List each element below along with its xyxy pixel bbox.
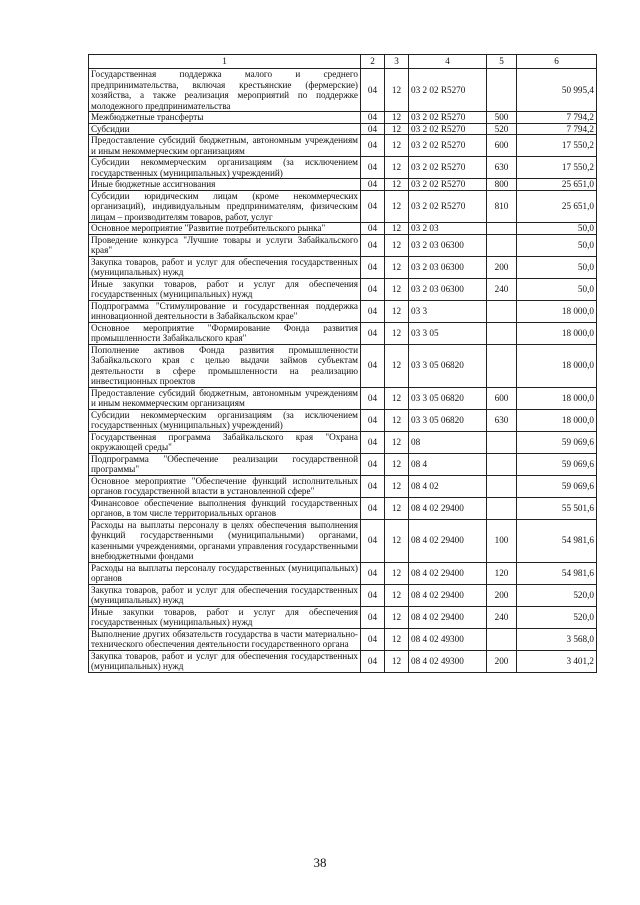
table-row — [89, 562, 597, 584]
row-expense-type-cell: 200 — [487, 256, 517, 278]
row-amount-cell: 50 995,4 — [517, 69, 597, 112]
row-subsection-cell: 12 — [385, 123, 409, 135]
row-name-cell: Предоставление субсидий бюджетным, автономным учреждениям и иным некоммерческим организациям — [89, 135, 361, 157]
row-section-cell: 04 — [361, 179, 385, 191]
table-row — [89, 650, 597, 672]
row-expense-type-cell — [487, 628, 517, 650]
row-target-code-cell: 08 4 — [409, 453, 487, 475]
row-expense-type-cell — [487, 453, 517, 475]
table-body — [89, 69, 597, 673]
row-name-cell: Проведение конкурса "Лучшие товары и услуги Забайкальского края" — [89, 234, 361, 256]
row-amount-cell: 50,0 — [517, 223, 597, 235]
row-target-code-cell: 03 2 03 06300 — [409, 278, 487, 300]
row-amount-cell: 17 550,2 — [517, 157, 597, 179]
header-col-1: 1 — [89, 55, 361, 69]
row-target-code-cell: 08 4 02 29400 — [409, 519, 487, 562]
row-section-cell: 04 — [361, 650, 385, 672]
row-section-cell: 04 — [361, 606, 385, 628]
row-amount-cell: 54 981,6 — [517, 519, 597, 562]
row-subsection-cell: 12 — [385, 562, 409, 584]
row-target-code-cell: 08 4 02 29400 — [409, 584, 487, 606]
row-section-cell: 04 — [361, 234, 385, 256]
row-name-cell: Подпрограмма "Стимулирование и государственная поддержка инновационной деятельности в Забайкальском крае" — [89, 300, 361, 322]
row-expense-type-cell — [487, 69, 517, 112]
row-name-cell: Закупка товаров, работ и услуг для обеспечения государственных (муниципальных) нужд — [89, 584, 361, 606]
table-header-row — [89, 55, 597, 69]
row-target-code-cell: 03 2 02 R5270 — [409, 123, 487, 135]
row-amount-cell: 7 794,2 — [517, 112, 597, 124]
row-subsection-cell: 12 — [385, 344, 409, 387]
row-amount-cell: 50,0 — [517, 256, 597, 278]
row-amount-cell: 50,0 — [517, 234, 597, 256]
row-target-code-cell: 08 4 02 29400 — [409, 562, 487, 584]
table-row — [89, 123, 597, 135]
row-target-code-cell: 08 — [409, 431, 487, 453]
row-expense-type-cell — [487, 234, 517, 256]
row-name-cell: Основное мероприятие "Развитие потребительского рынка" — [89, 223, 361, 235]
row-section-cell: 04 — [361, 409, 385, 431]
row-amount-cell: 59 069,6 — [517, 475, 597, 497]
row-name-cell: Субсидии — [89, 123, 361, 135]
table-row — [89, 300, 597, 322]
table-row — [89, 584, 597, 606]
row-amount-cell: 54 981,6 — [517, 562, 597, 584]
table-row — [89, 69, 597, 112]
row-subsection-cell: 12 — [385, 179, 409, 191]
row-section-cell: 04 — [361, 135, 385, 157]
row-subsection-cell: 12 — [385, 234, 409, 256]
header-col-6: 6 — [517, 55, 597, 69]
table-row — [89, 453, 597, 475]
row-target-code-cell: 08 4 02 49300 — [409, 628, 487, 650]
row-subsection-cell: 12 — [385, 475, 409, 497]
table-row — [89, 190, 597, 223]
row-target-code-cell: 03 3 05 06820 — [409, 344, 487, 387]
row-amount-cell: 3 401,2 — [517, 650, 597, 672]
row-name-cell: Расходы на выплаты персоналу государственных (муниципальных) органов — [89, 562, 361, 584]
row-section-cell: 04 — [361, 157, 385, 179]
row-target-code-cell: 03 3 05 06820 — [409, 409, 487, 431]
row-target-code-cell: 03 2 02 R5270 — [409, 157, 487, 179]
row-subsection-cell: 12 — [385, 628, 409, 650]
table-row — [89, 179, 597, 191]
row-expense-type-cell: 100 — [487, 519, 517, 562]
row-section-cell: 04 — [361, 519, 385, 562]
row-target-code-cell: 03 2 02 R5270 — [409, 190, 487, 223]
row-subsection-cell: 12 — [385, 453, 409, 475]
row-section-cell: 04 — [361, 453, 385, 475]
row-section-cell: 04 — [361, 278, 385, 300]
row-section-cell: 04 — [361, 256, 385, 278]
header-col-2: 2 — [361, 55, 385, 69]
row-name-cell: Субсидии некоммерческим организациям (за исключением государственных (муниципальных) учреждений) — [89, 409, 361, 431]
table-row — [89, 606, 597, 628]
row-amount-cell: 50,0 — [517, 278, 597, 300]
row-amount-cell: 520,0 — [517, 606, 597, 628]
table-row — [89, 322, 597, 344]
header-col-5: 5 — [487, 55, 517, 69]
row-section-cell: 04 — [361, 497, 385, 519]
row-name-cell: Межбюджетные трансферты — [89, 112, 361, 124]
row-name-cell: Иные закупки товаров, работ и услуг для обеспечения государственных (муниципальных) нужд — [89, 278, 361, 300]
table-row — [89, 409, 597, 431]
row-subsection-cell: 12 — [385, 256, 409, 278]
row-target-code-cell: 03 2 03 06300 — [409, 234, 487, 256]
page-number: 38 — [313, 855, 327, 870]
row-section-cell: 04 — [361, 69, 385, 112]
row-subsection-cell: 12 — [385, 157, 409, 179]
row-subsection-cell: 12 — [385, 135, 409, 157]
row-subsection-cell: 12 — [385, 584, 409, 606]
table-row — [89, 256, 597, 278]
row-subsection-cell: 12 — [385, 650, 409, 672]
row-expense-type-cell: 240 — [487, 606, 517, 628]
row-target-code-cell: 03 2 02 R5270 — [409, 135, 487, 157]
row-amount-cell: 7 794,2 — [517, 123, 597, 135]
table-row — [89, 344, 597, 387]
row-section-cell: 04 — [361, 123, 385, 135]
row-expense-type-cell — [487, 344, 517, 387]
row-expense-type-cell — [487, 322, 517, 344]
row-target-code-cell: 03 3 05 06820 — [409, 387, 487, 409]
row-section-cell: 04 — [361, 223, 385, 235]
row-amount-cell: 59 069,6 — [517, 453, 597, 475]
row-expense-type-cell: 120 — [487, 562, 517, 584]
row-expense-type-cell: 200 — [487, 650, 517, 672]
row-name-cell: Закупка товаров, работ и услуг для обеспечения государственных (муниципальных) нужд — [89, 256, 361, 278]
row-target-code-cell: 03 2 03 06300 — [409, 256, 487, 278]
row-amount-cell: 59 069,6 — [517, 431, 597, 453]
row-target-code-cell: 08 4 02 — [409, 475, 487, 497]
table-row — [89, 135, 597, 157]
row-subsection-cell: 12 — [385, 387, 409, 409]
row-expense-type-cell — [487, 431, 517, 453]
row-subsection-cell: 12 — [385, 322, 409, 344]
row-target-code-cell: 03 3 — [409, 300, 487, 322]
row-section-cell: 04 — [361, 584, 385, 606]
row-amount-cell: 25 651,0 — [517, 190, 597, 223]
row-expense-type-cell: 200 — [487, 584, 517, 606]
row-target-code-cell: 03 2 03 — [409, 223, 487, 235]
row-name-cell: Подпрограмма "Обеспечение реализации государственной программы" — [89, 453, 361, 475]
row-subsection-cell: 12 — [385, 519, 409, 562]
table-row — [89, 223, 597, 235]
row-target-code-cell: 03 2 02 R5270 — [409, 179, 487, 191]
row-amount-cell: 55 501,6 — [517, 497, 597, 519]
row-subsection-cell: 12 — [385, 190, 409, 223]
table-row — [89, 497, 597, 519]
row-expense-type-cell — [487, 223, 517, 235]
row-subsection-cell: 12 — [385, 409, 409, 431]
row-name-cell: Пополнение активов Фонда развития промышленности Забайкальского края с целью выдачи займов субъектам деятельности в сфере промышленности на реализацию инвестиционных проектов — [89, 344, 361, 387]
row-expense-type-cell — [487, 300, 517, 322]
table-row — [89, 519, 597, 562]
row-name-cell: Финансовое обеспечение выполнения функций государственных органов, в том числе территориальных органов — [89, 497, 361, 519]
row-section-cell: 04 — [361, 475, 385, 497]
row-expense-type-cell: 500 — [487, 112, 517, 124]
table-row — [89, 157, 597, 179]
row-subsection-cell: 12 — [385, 431, 409, 453]
row-subsection-cell: 12 — [385, 223, 409, 235]
table-row — [89, 387, 597, 409]
row-name-cell: Иные бюджетные ассигнования — [89, 179, 361, 191]
row-section-cell: 04 — [361, 344, 385, 387]
row-target-code-cell: 08 4 02 49300 — [409, 650, 487, 672]
row-amount-cell: 18 000,0 — [517, 344, 597, 387]
row-name-cell: Основное мероприятие "Формирование Фонда развития промышленности Забайкальского края" — [89, 322, 361, 344]
row-subsection-cell: 12 — [385, 69, 409, 112]
table-row — [89, 278, 597, 300]
row-section-cell: 04 — [361, 322, 385, 344]
row-name-cell: Иные закупки товаров, работ и услуг для обеспечения государственных (муниципальных) нужд — [89, 606, 361, 628]
table-row — [89, 431, 597, 453]
row-subsection-cell: 12 — [385, 606, 409, 628]
row-amount-cell: 18 000,0 — [517, 322, 597, 344]
row-subsection-cell: 12 — [385, 112, 409, 124]
row-target-code-cell: 03 3 05 — [409, 322, 487, 344]
row-amount-cell: 17 550,2 — [517, 135, 597, 157]
row-subsection-cell: 12 — [385, 278, 409, 300]
row-expense-type-cell: 630 — [487, 409, 517, 431]
row-section-cell: 04 — [361, 190, 385, 223]
row-target-code-cell: 03 2 02 R5270 — [409, 112, 487, 124]
row-target-code-cell: 03 2 02 R5270 — [409, 69, 487, 112]
row-expense-type-cell — [487, 475, 517, 497]
row-target-code-cell: 08 4 02 29400 — [409, 606, 487, 628]
row-expense-type-cell: 600 — [487, 135, 517, 157]
table-row — [89, 475, 597, 497]
row-name-cell: Субсидии юридическим лицам (кроме некоммерческих организаций), индивидуальным предпринимателям, физическим лицам – производителям товаров, работ, услуг — [89, 190, 361, 223]
row-amount-cell: 18 000,0 — [517, 409, 597, 431]
header-col-3: 3 — [385, 55, 409, 69]
row-amount-cell: 18 000,0 — [517, 387, 597, 409]
row-name-cell: Предоставление субсидий бюджетным, автономным учреждениям и иным некоммерческим организациям — [89, 387, 361, 409]
row-section-cell: 04 — [361, 431, 385, 453]
row-name-cell: Основное мероприятие "Обеспечение функций исполнительных органов государственной власти в установленной сфере" — [89, 475, 361, 497]
budget-table — [88, 54, 597, 673]
row-name-cell: Закупка товаров, работ и услуг для обеспечения государственных (муниципальных) нужд — [89, 650, 361, 672]
row-amount-cell: 3 568,0 — [517, 628, 597, 650]
row-name-cell: Выполнение других обязательств государства в части материально-технического обеспечения деятельности государственного органа — [89, 628, 361, 650]
table-row — [89, 112, 597, 124]
row-subsection-cell: 12 — [385, 300, 409, 322]
row-target-code-cell: 08 4 02 29400 — [409, 497, 487, 519]
row-expense-type-cell: 240 — [487, 278, 517, 300]
row-expense-type-cell: 520 — [487, 123, 517, 135]
row-name-cell: Расходы на выплаты персоналу в целях обеспечения выполнения функций государственными (муниципальными) органами, казенными учреждениями, органами управления государственными внебюджетными фондами — [89, 519, 361, 562]
row-expense-type-cell — [487, 497, 517, 519]
row-amount-cell: 520,0 — [517, 584, 597, 606]
row-amount-cell: 25 651,0 — [517, 179, 597, 191]
row-name-cell: Субсидии некоммерческим организациям (за исключением государственных (муниципальных) учреждений) — [89, 157, 361, 179]
table-row — [89, 234, 597, 256]
table-row — [89, 628, 597, 650]
row-section-cell: 04 — [361, 112, 385, 124]
row-name-cell: Государственная поддержка малого и среднего предпринимательства, включая крестьянские (фермерские) хозяйства, а также реализация мероприятий по поддержке молодежного предпринимательства — [89, 69, 361, 112]
row-expense-type-cell: 800 — [487, 179, 517, 191]
row-subsection-cell: 12 — [385, 497, 409, 519]
row-name-cell: Государственная программа Забайкальского края "Охрана окружающей среды" — [89, 431, 361, 453]
header-col-4: 4 — [409, 55, 487, 69]
row-expense-type-cell: 810 — [487, 190, 517, 223]
row-section-cell: 04 — [361, 562, 385, 584]
row-expense-type-cell: 630 — [487, 157, 517, 179]
row-section-cell: 04 — [361, 628, 385, 650]
row-section-cell: 04 — [361, 300, 385, 322]
row-amount-cell: 18 000,0 — [517, 300, 597, 322]
row-expense-type-cell: 600 — [487, 387, 517, 409]
row-section-cell: 04 — [361, 387, 385, 409]
